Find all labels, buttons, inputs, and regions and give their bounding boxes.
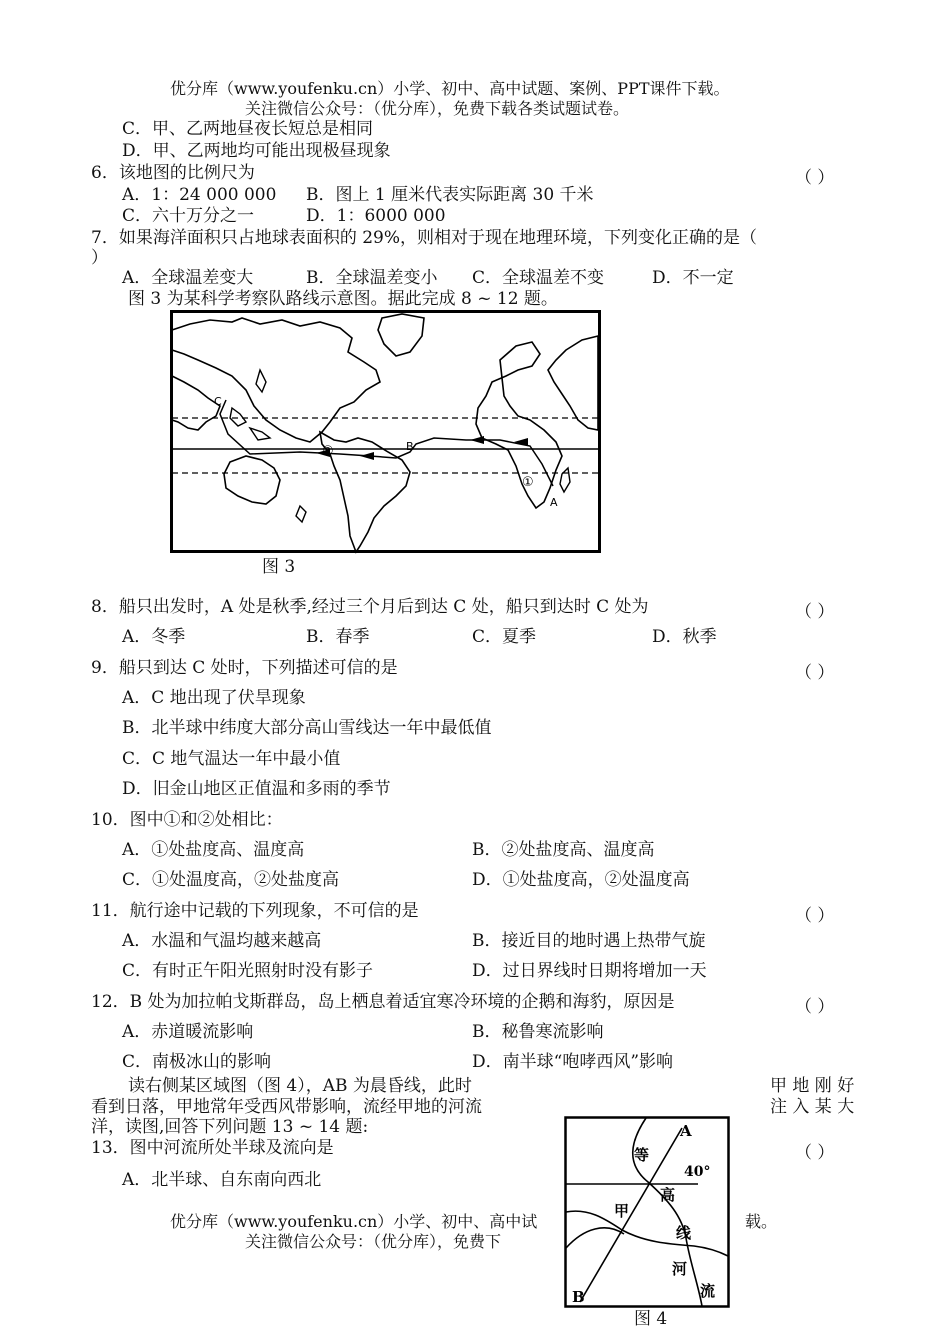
- q12-option-a: A．赤道暖流影响: [122, 1022, 254, 1042]
- figure4-intro-line2-end: 注 入 某 大: [770, 1097, 855, 1117]
- q10-option-c: C．①处温度高，②处盐度高: [122, 870, 340, 890]
- figure4-intro-line2: 看到日落，甲地常年受西风带影响，流经甲地的河流: [91, 1097, 482, 1117]
- q8-answer-paren[interactable]: （ ）: [795, 602, 835, 622]
- fig4-text-he: 河: [672, 1260, 688, 1278]
- figure4-intro-line1: 读右侧某区域图（图 4），AB 为晨昏线，此时: [128, 1076, 472, 1096]
- q11-stem: 11．航行途中记载的下列现象，不可信的是: [91, 901, 419, 921]
- q11-option-d: D．过日界线时日期将增加一天: [472, 961, 707, 981]
- footer-line-2: 关注微信公众号：（优分库），免费下: [245, 1232, 502, 1251]
- fig4-text-gao: 高: [660, 1186, 676, 1204]
- fig4-label-a: A: [680, 1122, 692, 1140]
- q6-option-c: C．六十万分之一: [122, 206, 255, 226]
- figure3-world-map: [170, 310, 602, 554]
- header-line-2: 关注微信公众号：（优分库），免费下载各类试题试卷。: [245, 99, 630, 118]
- fig4-text-liu: 流: [700, 1282, 716, 1300]
- q9-option-c: C．C 地气温达一年中最小值: [122, 749, 341, 769]
- q8-stem: 8．船只出发时，A 处是秋季,经过三个月后到达 C 处，船只到达时 C 处为: [91, 597, 649, 617]
- fig4-text-jia: 甲: [614, 1202, 630, 1220]
- q12-option-b: B．秘鲁寒流影响: [472, 1022, 604, 1042]
- q6-answer-paren[interactable]: （ ）: [795, 168, 835, 188]
- figure4-intro-line1-end: 甲 地 刚 好: [770, 1076, 855, 1096]
- q7-stem-end: ）: [91, 248, 108, 268]
- q7-option-c: C．全球温差不变: [472, 268, 605, 288]
- q7-option-a: A．全球温差变大: [122, 268, 254, 288]
- q12-option-c: C．南极冰山的影响: [122, 1052, 272, 1072]
- figure4-intro-line3: 洋，读图,回答下列问题 13 ~ 14 题:: [91, 1117, 369, 1137]
- q13-stem: 13．图中河流所处半球及流向是: [91, 1138, 334, 1158]
- figure3-caption: 图 3: [262, 557, 296, 577]
- map3-label-c: C: [214, 395, 222, 408]
- q6-option-a: A．1：24 000 000: [122, 185, 277, 205]
- fig4-text-xian: 线: [676, 1224, 692, 1242]
- footer-line-1-end: 载。: [745, 1212, 778, 1231]
- q8-option-a: A．冬季: [122, 627, 186, 647]
- q9-option-b: B．北半球中纬度大部分高山雪线达一年中最低值: [122, 718, 492, 738]
- map3-mark-1: ①: [522, 475, 534, 490]
- q11-option-b: B．接近目的地时遇上热带气旋: [472, 931, 706, 951]
- fig4-lat-40: 40°: [684, 1164, 711, 1180]
- q8-option-b: B．春季: [306, 627, 370, 647]
- q8-option-c: C．夏季: [472, 627, 537, 647]
- q13-answer-paren[interactable]: （ ）: [795, 1143, 835, 1163]
- q6-stem: 6．该地图的比例尺为: [91, 163, 255, 183]
- footer-line-1: 优分库（www.youfenku.cn）小学、初中、高中试: [170, 1212, 538, 1231]
- q9-option-a: A．C 地出现了伏旱现象: [122, 688, 306, 708]
- map3-mark-2: ②: [322, 444, 334, 459]
- figure3-intro: 图 3 为某科学考察队路线示意图。据此完成 8 ~ 12 题。: [128, 289, 558, 309]
- prev-option-c: C．甲、乙两地昼夜长短总是相同: [122, 119, 374, 139]
- fig4-text-deng: 等: [634, 1146, 650, 1164]
- q10-stem: 10．图中①和②处相比：: [91, 810, 283, 830]
- fig4-label-b: B: [572, 1288, 585, 1306]
- q9-stem: 9．船只到达 C 处时，下列描述可信的是: [91, 658, 398, 678]
- q11-option-c: C．有时正午阳光照射时没有影子: [122, 961, 374, 981]
- q10-option-a: A．①处盐度高、温度高: [122, 840, 305, 860]
- q9-answer-paren[interactable]: （ ）: [795, 663, 835, 683]
- figure4-caption: 图 4: [634, 1309, 668, 1329]
- q7-stem: 7．如果海洋面积只占地球表面积的 29%，则相对于现在地理环境，下列变化正确的是（: [91, 228, 758, 248]
- prev-option-d: D．甲、乙两地均可能出现极昼现象: [122, 141, 391, 161]
- map3-label-b: B: [406, 440, 414, 453]
- q10-option-b: B．②处盐度高、温度高: [472, 840, 655, 860]
- header-line-1: 优分库（www.youfenku.cn）小学、初中、高中试题、案例、PPT课件下载。: [170, 79, 730, 98]
- q9-option-d: D．旧金山地区正值温和多雨的季节: [122, 779, 391, 799]
- figure4-region-map: [564, 1116, 730, 1308]
- q6-option-d: D．1：6000 000: [306, 206, 446, 226]
- q11-answer-paren[interactable]: （ ）: [795, 906, 835, 926]
- q12-answer-paren[interactable]: （ ）: [795, 997, 835, 1017]
- q11-option-a: A．水温和气温均越来越高: [122, 931, 322, 951]
- q12-option-d: D．南半球“咆哮西风”影响: [472, 1052, 674, 1072]
- q13-option-a: A．北半球、自东南向西北: [122, 1170, 322, 1190]
- q7-option-d: D．不一定: [652, 268, 734, 288]
- q12-stem: 12．B 处为加拉帕戈斯群岛，岛上栖息着适宜寒冷环境的企鹅和海豹，原因是: [91, 992, 675, 1012]
- q8-option-d: D．秋季: [652, 627, 717, 647]
- q10-option-d: D．①处盐度高，②处温度高: [472, 870, 690, 890]
- q6-option-b: B．图上 1 厘米代表实际距离 30 千米: [306, 185, 594, 205]
- q7-option-b: B．全球温差变小: [306, 268, 438, 288]
- map3-label-a: A: [550, 496, 558, 509]
